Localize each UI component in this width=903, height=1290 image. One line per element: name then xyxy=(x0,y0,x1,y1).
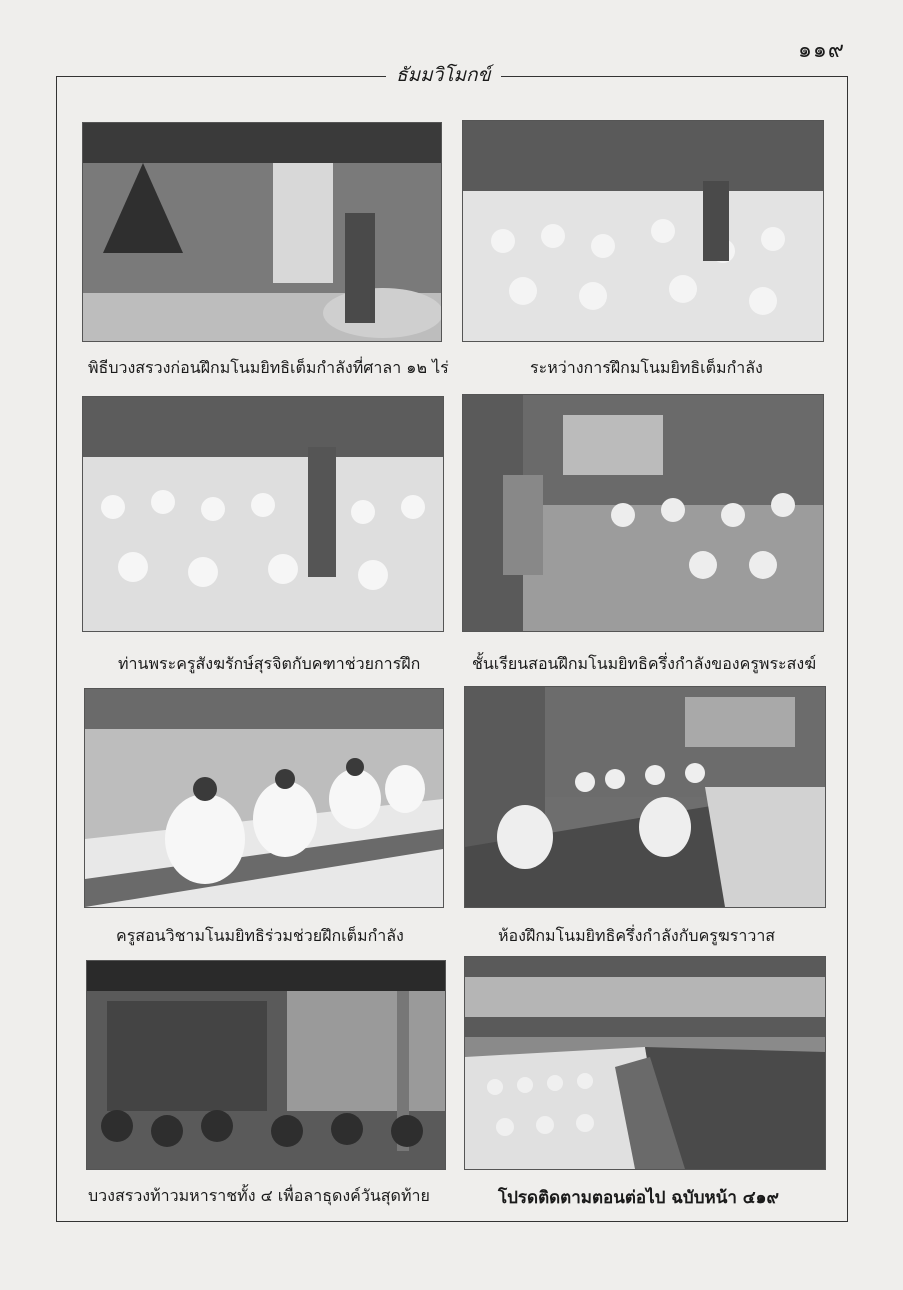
caption-7: บวงสรวงท้าวมหาราชทั้ง ๔ เพื่อลาธุดงค์วันสุดท้าย xyxy=(88,1186,430,1205)
caption-6: ห้องฝึกมโนมยิทธิครึ่งกำลังกับครูฆราวาส xyxy=(498,926,776,945)
photo-women-meditating xyxy=(84,688,444,908)
header-title: ธัมมวิโมกข์ xyxy=(386,60,501,90)
photo-large-assembly xyxy=(464,956,826,1170)
caption-2: ระหว่างการฝึกมโนมยิทธิเต็มกำลัง xyxy=(530,358,763,377)
photo-ceremony-sala xyxy=(82,122,442,342)
caption-3: ท่านพระครูสังฆรักษ์สุรจิตกับคฑาช่วยการฝึก xyxy=(118,654,421,673)
photo-meditation-hall xyxy=(462,120,824,342)
photo-training-room xyxy=(464,686,826,908)
caption-8: โปรดติดตามตอนต่อไป ฉบับหน้า ๔๑๙ xyxy=(498,1188,779,1208)
caption-5: ครูสอนวิชามโนมยิทธิร่วมช่วยฝึกเต็มกำลัง xyxy=(116,926,404,945)
photo-classroom xyxy=(462,394,824,632)
photo-shrine-ceremony xyxy=(86,960,446,1170)
page-number: ๑๑๙ xyxy=(797,38,845,63)
caption-1: พิธีบวงสรวงก่อนฝึกมโนมยิทธิเต็มกำลังที่ศาลา ๑๒ ไร่ xyxy=(88,358,449,377)
caption-4: ชั้นเรียนสอนฝึกมโนมยิทธิครึ่งกำลังของครูพระสงฆ์ xyxy=(472,654,817,673)
photo-monk-with-group xyxy=(82,396,444,632)
